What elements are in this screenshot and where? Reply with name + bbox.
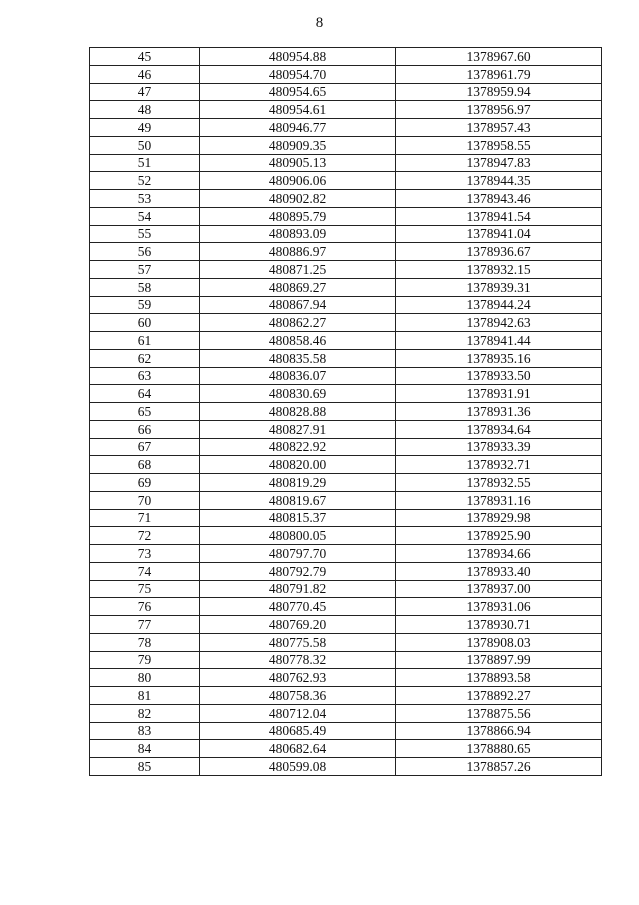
y-coordinate-cell: 1378956.97: [396, 101, 602, 119]
y-coordinate-cell: 1378941.04: [396, 225, 602, 243]
y-coordinate-cell: 1378932.71: [396, 456, 602, 474]
point-number-cell: 55: [90, 225, 200, 243]
table-row: [90, 687, 602, 705]
x-coordinate-cell: 480871.25: [200, 261, 396, 279]
table-row: [90, 580, 602, 598]
coordinates-table-body: [90, 48, 602, 776]
x-coordinate-cell: 480886.97: [200, 243, 396, 261]
x-coordinate-cell: 480909.35: [200, 136, 396, 154]
point-number-cell: 62: [90, 349, 200, 367]
table-row: [90, 562, 602, 580]
y-coordinate-cell: 1378935.16: [396, 349, 602, 367]
point-number-cell: 83: [90, 722, 200, 740]
x-coordinate-cell: 480819.29: [200, 474, 396, 492]
y-coordinate-cell: 1378880.65: [396, 740, 602, 758]
y-coordinate-cell: 1378931.36: [396, 403, 602, 421]
table-row: [90, 225, 602, 243]
point-number-cell: 71: [90, 509, 200, 527]
table-row: [90, 314, 602, 332]
x-coordinate-cell: 480758.36: [200, 687, 396, 705]
point-number-cell: 75: [90, 580, 200, 598]
y-coordinate-cell: 1378932.15: [396, 261, 602, 279]
x-coordinate-cell: 480822.92: [200, 438, 396, 456]
y-coordinate-cell: 1378932.55: [396, 474, 602, 492]
y-coordinate-cell: 1378944.35: [396, 172, 602, 190]
y-coordinate-cell: 1378933.39: [396, 438, 602, 456]
table-row: [90, 243, 602, 261]
point-number-cell: 51: [90, 154, 200, 172]
y-coordinate-cell: 1378892.27: [396, 687, 602, 705]
point-number-cell: 69: [90, 474, 200, 492]
point-number-cell: 64: [90, 385, 200, 403]
x-coordinate-cell: 480862.27: [200, 314, 396, 332]
point-number-cell: 68: [90, 456, 200, 474]
x-coordinate-cell: 480682.64: [200, 740, 396, 758]
point-number-cell: 81: [90, 687, 200, 705]
x-coordinate-cell: 480867.94: [200, 296, 396, 314]
table-row: [90, 758, 602, 776]
x-coordinate-cell: 480599.08: [200, 758, 396, 776]
table-row: [90, 722, 602, 740]
x-coordinate-cell: 480770.45: [200, 598, 396, 616]
y-coordinate-cell: 1378939.31: [396, 278, 602, 296]
table-row: [90, 119, 602, 137]
table-row: [90, 48, 602, 66]
table-row: [90, 207, 602, 225]
x-coordinate-cell: 480769.20: [200, 616, 396, 634]
table-row: [90, 545, 602, 563]
point-number-cell: 72: [90, 527, 200, 545]
table-row: [90, 367, 602, 385]
point-number-cell: 79: [90, 651, 200, 669]
table-row: [90, 278, 602, 296]
coordinates-table: [89, 47, 602, 776]
point-number-cell: 66: [90, 420, 200, 438]
x-coordinate-cell: 480836.07: [200, 367, 396, 385]
x-coordinate-cell: 480954.65: [200, 83, 396, 101]
y-coordinate-cell: 1378941.54: [396, 207, 602, 225]
y-coordinate-cell: 1378893.58: [396, 669, 602, 687]
point-number-cell: 45: [90, 48, 200, 66]
y-coordinate-cell: 1378931.91: [396, 385, 602, 403]
table-row: [90, 101, 602, 119]
table-row: [90, 474, 602, 492]
x-coordinate-cell: 480775.58: [200, 633, 396, 651]
table-row: [90, 420, 602, 438]
point-number-cell: 57: [90, 261, 200, 279]
table-row: [90, 509, 602, 527]
point-number-cell: 70: [90, 491, 200, 509]
y-coordinate-cell: 1378934.64: [396, 420, 602, 438]
point-number-cell: 61: [90, 332, 200, 350]
x-coordinate-cell: 480819.67: [200, 491, 396, 509]
y-coordinate-cell: 1378897.99: [396, 651, 602, 669]
y-coordinate-cell: 1378936.67: [396, 243, 602, 261]
x-coordinate-cell: 480895.79: [200, 207, 396, 225]
x-coordinate-cell: 480954.70: [200, 65, 396, 83]
y-coordinate-cell: 1378958.55: [396, 136, 602, 154]
point-number-cell: 77: [90, 616, 200, 634]
y-coordinate-cell: 1378930.71: [396, 616, 602, 634]
table-row: [90, 261, 602, 279]
y-coordinate-cell: 1378866.94: [396, 722, 602, 740]
y-coordinate-cell: 1378941.44: [396, 332, 602, 350]
y-coordinate-cell: 1378929.98: [396, 509, 602, 527]
y-coordinate-cell: 1378931.16: [396, 491, 602, 509]
y-coordinate-cell: 1378933.50: [396, 367, 602, 385]
x-coordinate-cell: 480685.49: [200, 722, 396, 740]
point-number-cell: 80: [90, 669, 200, 687]
table-row: [90, 456, 602, 474]
table-row: [90, 65, 602, 83]
y-coordinate-cell: 1378933.40: [396, 562, 602, 580]
point-number-cell: 47: [90, 83, 200, 101]
table-row: [90, 349, 602, 367]
y-coordinate-cell: 1378925.90: [396, 527, 602, 545]
table-row: [90, 616, 602, 634]
point-number-cell: 52: [90, 172, 200, 190]
point-number-cell: 56: [90, 243, 200, 261]
x-coordinate-cell: 480820.00: [200, 456, 396, 474]
point-number-cell: 74: [90, 562, 200, 580]
page-number: 8: [315, 15, 324, 31]
x-coordinate-cell: 480906.06: [200, 172, 396, 190]
x-coordinate-cell: 480828.88: [200, 403, 396, 421]
x-coordinate-cell: 480762.93: [200, 669, 396, 687]
table-row: [90, 669, 602, 687]
x-coordinate-cell: 480791.82: [200, 580, 396, 598]
point-number-cell: 78: [90, 633, 200, 651]
table-row: [90, 633, 602, 651]
point-number-cell: 59: [90, 296, 200, 314]
x-coordinate-cell: 480797.70: [200, 545, 396, 563]
x-coordinate-cell: 480712.04: [200, 704, 396, 722]
y-coordinate-cell: 1378931.06: [396, 598, 602, 616]
point-number-cell: 63: [90, 367, 200, 385]
y-coordinate-cell: 1378908.03: [396, 633, 602, 651]
point-number-cell: 50: [90, 136, 200, 154]
x-coordinate-cell: 480830.69: [200, 385, 396, 403]
y-coordinate-cell: 1378961.79: [396, 65, 602, 83]
table-row: [90, 491, 602, 509]
point-number-cell: 58: [90, 278, 200, 296]
y-coordinate-cell: 1378934.66: [396, 545, 602, 563]
y-coordinate-cell: 1378943.46: [396, 190, 602, 208]
point-number-cell: 73: [90, 545, 200, 563]
table-row: [90, 651, 602, 669]
x-coordinate-cell: 480778.32: [200, 651, 396, 669]
table-row: [90, 296, 602, 314]
x-coordinate-cell: 480954.61: [200, 101, 396, 119]
x-coordinate-cell: 480835.58: [200, 349, 396, 367]
point-number-cell: 49: [90, 119, 200, 137]
x-coordinate-cell: 480858.46: [200, 332, 396, 350]
y-coordinate-cell: 1378857.26: [396, 758, 602, 776]
point-number-cell: 54: [90, 207, 200, 225]
x-coordinate-cell: 480905.13: [200, 154, 396, 172]
x-coordinate-cell: 480954.88: [200, 48, 396, 66]
table-row: [90, 136, 602, 154]
point-number-cell: 76: [90, 598, 200, 616]
x-coordinate-cell: 480815.37: [200, 509, 396, 527]
point-number-cell: 53: [90, 190, 200, 208]
x-coordinate-cell: 480893.09: [200, 225, 396, 243]
point-number-cell: 67: [90, 438, 200, 456]
y-coordinate-cell: 1378942.63: [396, 314, 602, 332]
y-coordinate-cell: 1378959.94: [396, 83, 602, 101]
y-coordinate-cell: 1378957.43: [396, 119, 602, 137]
x-coordinate-cell: 480792.79: [200, 562, 396, 580]
table-row: [90, 385, 602, 403]
table-row: [90, 172, 602, 190]
table-row: [90, 598, 602, 616]
y-coordinate-cell: 1378947.83: [396, 154, 602, 172]
point-number-cell: 46: [90, 65, 200, 83]
y-coordinate-cell: 1378937.00: [396, 580, 602, 598]
y-coordinate-cell: 1378875.56: [396, 704, 602, 722]
x-coordinate-cell: 480902.82: [200, 190, 396, 208]
point-number-cell: 84: [90, 740, 200, 758]
table-row: [90, 704, 602, 722]
point-number-cell: 65: [90, 403, 200, 421]
y-coordinate-cell: 1378944.24: [396, 296, 602, 314]
point-number-cell: 48: [90, 101, 200, 119]
table-row: [90, 527, 602, 545]
y-coordinate-cell: 1378967.60: [396, 48, 602, 66]
table-row: [90, 154, 602, 172]
point-number-cell: 85: [90, 758, 200, 776]
table-row: [90, 740, 602, 758]
table-row: [90, 190, 602, 208]
x-coordinate-cell: 480800.05: [200, 527, 396, 545]
point-number-cell: 82: [90, 704, 200, 722]
x-coordinate-cell: 480827.91: [200, 420, 396, 438]
table-row: [90, 403, 602, 421]
x-coordinate-cell: 480946.77: [200, 119, 396, 137]
table-row: [90, 438, 602, 456]
x-coordinate-cell: 480869.27: [200, 278, 396, 296]
table-row: [90, 83, 602, 101]
table-row: [90, 332, 602, 350]
point-number-cell: 60: [90, 314, 200, 332]
